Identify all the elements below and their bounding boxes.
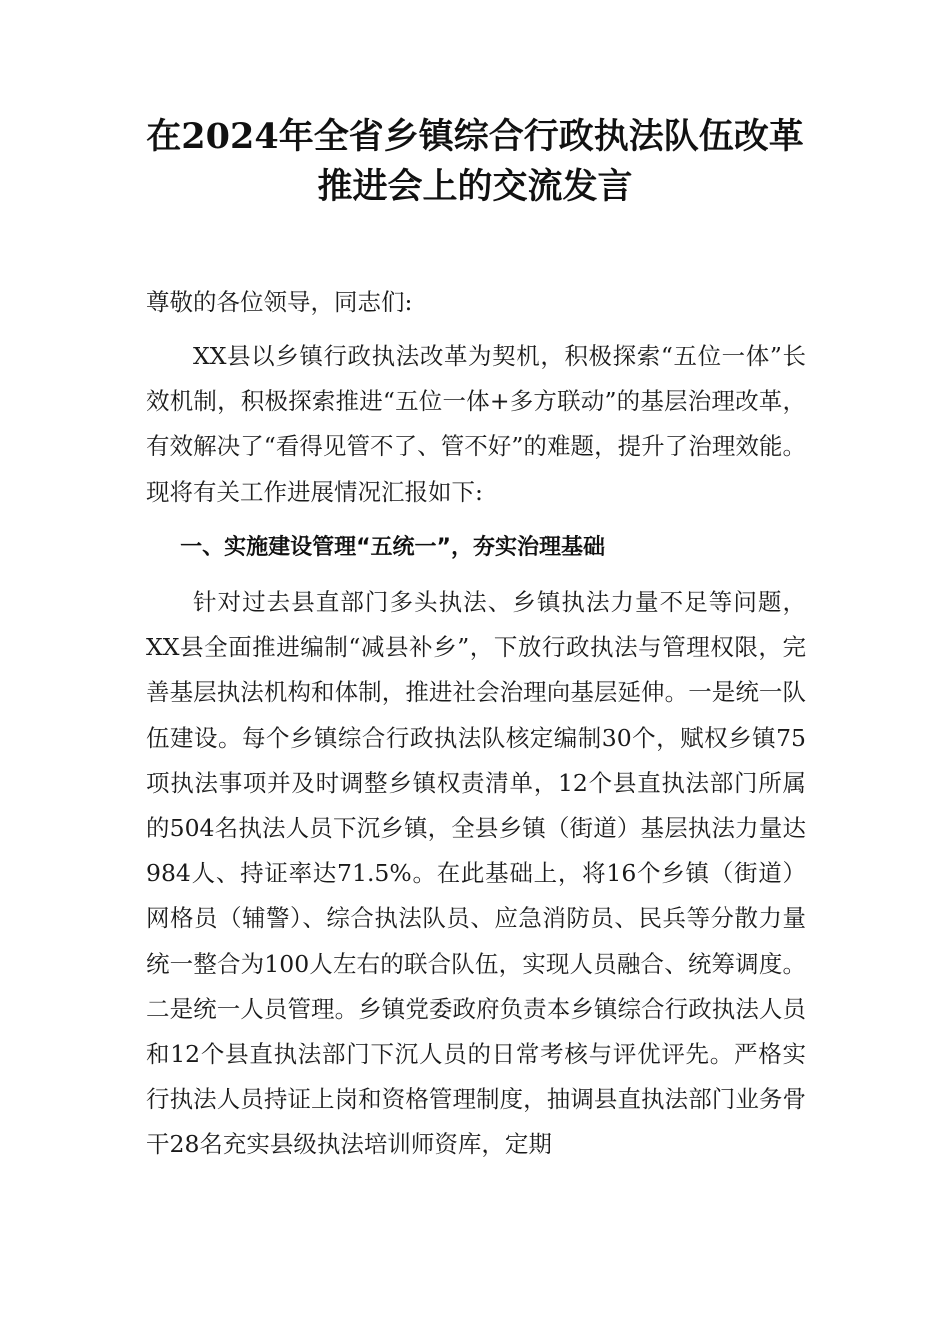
intro-paragraph: XX县以乡镇行政执法改革为契机，积极探索“五位一体”长效机制，积极探索推进“五位一体+多方联动”的基层治理改革，有效解决了“看得见管不了、管不好”的难题，提升了治理效能。现将有关工作进展情况汇报如下: <box>146 342 806 506</box>
title-line-2: 推进会上的交流发言 <box>317 166 633 207</box>
title-line-1: 在2024年全省乡镇综合行政执法队伍改革 <box>146 116 804 157</box>
page-title <box>120 112 830 212</box>
section-1-paragraph: 针对过去县直部门多头执法、乡镇执法力量不足等问题，XX县全面推进编制“减县补乡”，下放行政执法与管理权限，完善基层执法机构和体制，推进社会治理向基层延伸。一是统一队伍建设。每个乡镇综合行政执法队核定编制30个，赋权乡镇75项执法事项并及时调整乡镇权责清单，12个县直执法部门所属的504名执法人员下沉乡镇，全县乡镇（街道）基层执法力量达984人、持证率达71.5%。在此基础上，将16个乡镇（街道）网格员（辅警）、综合执法队员、应急消防员、民兵等分散力量统一整合为100人左右的联合队伍，实现人员融合、统筹调度。二是统一人员管理。乡镇党委政府负责本乡镇综合行政执法人员和12个县直执法部门下沉人员的日常考核与评优评先。严格实行执法人员持证上岗和资格管理制度，抽调县直执法部门业务骨干28名充实县级执法培训师资库，定期 <box>146 588 806 1159</box>
section-heading-1: 一、实施建设管理“五统一”，夯实治理基础 <box>180 535 606 560</box>
salutation: 尊敬的各位领导，同志们: <box>146 288 413 316</box>
